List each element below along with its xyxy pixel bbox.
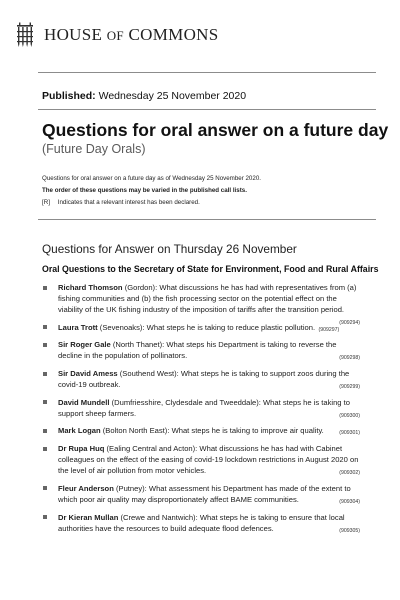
question-ref: (909301): [339, 430, 360, 437]
member-name: Sir David Amess: [58, 369, 118, 379]
member-name: Richard Thomson: [58, 283, 123, 292]
published-line: [42, 90, 246, 102]
question-ref: (909305): [339, 527, 360, 534]
question-ref: (909297): [318, 326, 340, 333]
divider: [38, 72, 376, 73]
question-text: What steps his Department is taking to reverse the decline in the population of pollinators.: [58, 340, 337, 361]
interest-text: Indicates that a relevant interest has been declared.: [57, 199, 200, 206]
interest-tag: [R]: [42, 199, 50, 206]
member-name: David Mundell: [58, 397, 110, 407]
bullet-icon: [43, 286, 47, 290]
question-ref: (909304): [339, 498, 360, 505]
question-ref: (909299): [339, 384, 360, 391]
question-text: What discussions he has had with Cabinet colleagues on the effect of the easing of covid-19 lockdown restrictions in August 2020 on the level of air pollution from motor vehicles.: [58, 444, 359, 476]
constituency: (Ealing Central and Acton):: [106, 444, 198, 454]
question-text: What assessment his Department has made of the extent to which poor air quality may disproportionately affect BAME communities.: [58, 483, 351, 504]
question-text: What steps he is taking to improve air quality.: [171, 426, 324, 436]
question-text: What steps he is taking to ensure that local authorities have the resources to build adequate flood defences.: [58, 512, 345, 533]
question-item: [42, 368, 360, 390]
document-subtitle: (Future Day Orals): [42, 142, 146, 156]
intro-line: Questions for oral answer on a future day as of Wednesday 25 November 2020.: [42, 175, 261, 182]
question-ref: (909302): [339, 470, 360, 477]
bullet-icon: [43, 372, 47, 376]
bullet-icon: [43, 343, 47, 347]
question-text: What steps he is taking to reduce plastic pollution.: [146, 322, 316, 332]
interest-key: [42, 197, 372, 209]
divider: [38, 109, 376, 110]
member-name: Laura Trott: [58, 322, 98, 332]
constituency: (Putney):: [115, 483, 147, 493]
constituency: (Southend West):: [119, 369, 179, 379]
constituency: (Dumfriesshire, Clydesdale and Tweeddale):: [111, 397, 261, 407]
divider: [38, 219, 376, 220]
question-item: [42, 339, 360, 361]
section-heading: Questions for Answer on Thursday 26 November: [42, 242, 297, 256]
question-ref: (909294): [339, 320, 360, 327]
question-item: [42, 322, 360, 333]
constituency: (Bolton North East):: [102, 426, 170, 436]
house-of-commons-header: [14, 20, 218, 50]
bullet-icon: [43, 429, 47, 433]
member-name: Mark Logan: [58, 426, 101, 436]
constituency: (North Thanet):: [112, 340, 165, 350]
bullet-icon: [43, 447, 47, 451]
house-of-commons-wordmark: HOUSE OF COMMONS: [44, 25, 219, 44]
bullet-icon: [43, 400, 47, 404]
document-title: Questions for oral answer on a future day: [42, 120, 389, 140]
published-date: Wednesday 25 November 2020: [98, 90, 247, 102]
member-name: Dr Kieran Mullan: [58, 512, 119, 522]
member-name: Sir Roger Gale: [58, 340, 111, 350]
constituency: (Gordon):: [124, 283, 158, 292]
member-name: Fleur Anderson: [58, 483, 114, 493]
member-name: Dr Rupa Huq: [58, 444, 105, 454]
constituency: (Sevenoaks):: [99, 322, 145, 332]
question-ref: (909298): [339, 355, 360, 362]
intro-notes: [42, 173, 372, 209]
portcullis-icon: [14, 22, 36, 48]
question-item: [42, 425, 360, 436]
question-item: [42, 397, 360, 419]
bullet-icon: [43, 486, 47, 490]
question-item: [42, 443, 360, 476]
question-text: What steps he is taking to support zoos during the covid-19 outbreak.: [58, 369, 350, 390]
published-label: Published:: [42, 90, 96, 102]
order-note: The order of these questions may be varied in the published call lists.: [42, 187, 247, 194]
question-list: [42, 282, 360, 540]
bullet-icon: [43, 515, 47, 519]
question-text: What discussions he has had with representatives from (a) fishing communities and (b) the fish processing sector on the potential effect on the viability of the UK fishing industry of the imposition of tariffs after the transition period.: [58, 283, 357, 315]
question-text: What steps he is taking to support sheep farmers.: [58, 397, 350, 418]
department-heading: Oral Questions to the Secretary of State for Environment, Food and Rural Affairs: [42, 264, 379, 274]
question-item: [42, 483, 360, 505]
bullet-icon: [43, 325, 47, 329]
question-item: [42, 512, 360, 534]
constituency: (Crewe and Nantwich):: [120, 512, 198, 522]
question-ref: (909300): [339, 412, 360, 419]
